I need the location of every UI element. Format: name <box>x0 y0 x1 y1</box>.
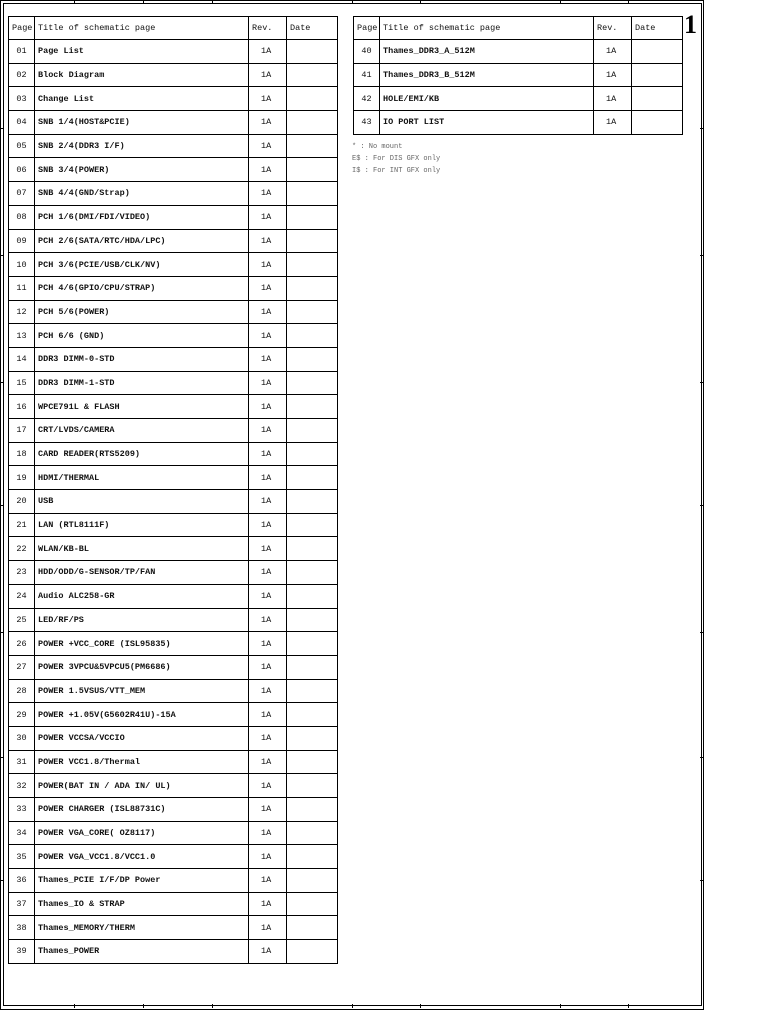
page-number-cell: 16 <box>9 395 35 419</box>
date-cell <box>632 111 683 135</box>
table-row <box>9 324 338 348</box>
date-cell <box>287 490 338 514</box>
table-row <box>9 608 338 632</box>
header-page: Page <box>354 17 380 40</box>
page-title-cell: Thames_POWER <box>35 940 249 964</box>
revision-cell: 1A <box>249 632 287 656</box>
revision-cell: 1A <box>249 798 287 822</box>
page-number-cell: 04 <box>9 111 35 135</box>
table-row <box>9 253 338 277</box>
schematic-page-index-left <box>8 16 338 964</box>
date-cell <box>287 111 338 135</box>
notes <box>352 141 440 177</box>
page-title-cell: Page List <box>35 40 249 64</box>
border-tick <box>352 0 353 4</box>
date-cell <box>287 134 338 158</box>
revision-cell: 1A <box>249 726 287 750</box>
revision-cell: 1A <box>249 253 287 277</box>
page-number-cell: 21 <box>9 513 35 537</box>
schematic-page-index-right <box>353 16 683 135</box>
border-tick <box>212 1004 213 1008</box>
border-tick <box>700 632 704 633</box>
table-row <box>9 892 338 916</box>
page-title-cell: POWER VCCSA/VCCIO <box>35 726 249 750</box>
revision-cell: 1A <box>249 229 287 253</box>
table-row <box>9 300 338 324</box>
page-number-cell: 26 <box>9 632 35 656</box>
date-cell <box>632 87 683 111</box>
page-title-cell: POWER CHARGER (ISL88731C) <box>35 798 249 822</box>
table-row <box>9 134 338 158</box>
border-tick <box>143 0 144 4</box>
revision-cell: 1A <box>249 324 287 348</box>
revision-cell: 1A <box>249 300 287 324</box>
date-cell <box>287 419 338 443</box>
border-tick <box>143 1004 144 1008</box>
date-cell <box>287 40 338 64</box>
page-title-cell: DDR3 DIMM-1-STD <box>35 371 249 395</box>
date-cell <box>287 655 338 679</box>
date-cell <box>287 371 338 395</box>
table-row <box>9 466 338 490</box>
page-title-cell: Thames_PCIE I/F/DP Power <box>35 869 249 893</box>
date-cell <box>287 205 338 229</box>
date-cell <box>287 750 338 774</box>
table-row <box>354 87 683 111</box>
page-number-cell: 19 <box>9 466 35 490</box>
header-title: Title of schematic page <box>35 17 249 40</box>
border-tick <box>628 0 629 4</box>
table-row <box>9 703 338 727</box>
page-title-cell: PCH 4/6(GPIO/CPU/STRAP) <box>35 276 249 300</box>
page-number-cell: 17 <box>9 419 35 443</box>
border-tick <box>560 1004 561 1008</box>
page-number-cell: 38 <box>9 916 35 940</box>
revision-cell: 1A <box>249 584 287 608</box>
revision-cell: 1A <box>249 490 287 514</box>
page-number-cell: 12 <box>9 300 35 324</box>
revision-cell: 1A <box>249 419 287 443</box>
table-row <box>9 537 338 561</box>
table-row <box>9 561 338 585</box>
revision-cell: 1A <box>249 371 287 395</box>
page-number-cell: 05 <box>9 134 35 158</box>
page-number-cell: 08 <box>9 205 35 229</box>
revision-cell: 1A <box>249 655 287 679</box>
border-tick <box>74 0 75 4</box>
page-title-cell: CARD READER(RTS5209) <box>35 442 249 466</box>
revision-cell: 1A <box>249 40 287 64</box>
page-title-cell: SNB 2/4(DDR3 I/F) <box>35 134 249 158</box>
border-tick <box>700 505 704 506</box>
date-cell <box>287 869 338 893</box>
border-tick <box>0 505 4 506</box>
date-cell <box>287 821 338 845</box>
note-int-gfx: I$ : For INT GFX only <box>352 167 441 175</box>
page-number-cell: 10 <box>9 253 35 277</box>
page-number-cell: 24 <box>9 584 35 608</box>
border-tick <box>700 757 704 758</box>
revision-cell: 1A <box>249 608 287 632</box>
border-tick <box>700 382 704 383</box>
revision-cell: 1A <box>249 845 287 869</box>
revision-cell: 1A <box>249 703 287 727</box>
table-row <box>9 40 338 64</box>
page-number-cell: 41 <box>354 63 380 87</box>
page-number-cell: 39 <box>9 940 35 964</box>
page-title-cell: PCH 2/6(SATA/RTC/HDA/LPC) <box>35 229 249 253</box>
page-number-cell: 31 <box>9 750 35 774</box>
border-tick <box>0 757 4 758</box>
table-row <box>9 490 338 514</box>
date-cell <box>287 892 338 916</box>
page-title-cell: IO PORT LIST <box>380 111 594 135</box>
page-title-cell: POWER VGA_CORE( OZ8117) <box>35 821 249 845</box>
page-title-cell: PCH 5/6(POWER) <box>35 300 249 324</box>
page-number-cell: 20 <box>9 490 35 514</box>
page-number-cell: 18 <box>9 442 35 466</box>
revision-cell: 1A <box>249 561 287 585</box>
revision-cell: 1A <box>249 442 287 466</box>
date-cell <box>287 466 338 490</box>
revision-cell: 1A <box>594 63 632 87</box>
border-tick <box>700 128 704 129</box>
date-cell <box>287 87 338 111</box>
header-date: Date <box>632 17 683 40</box>
page-title-cell: PCH 1/6(DMI/FDI/VIDEO) <box>35 205 249 229</box>
date-cell <box>287 513 338 537</box>
table-row <box>9 584 338 608</box>
date-cell <box>287 726 338 750</box>
table-row <box>9 679 338 703</box>
table-row <box>9 205 338 229</box>
page-title-cell: POWER 1.5VSUS/VTT_MEM <box>35 679 249 703</box>
border-tick <box>212 0 213 4</box>
revision-cell: 1A <box>249 134 287 158</box>
page-title-cell: PCH 6/6 (GND) <box>35 324 249 348</box>
date-cell <box>287 940 338 964</box>
page-title-cell: POWER VGA_VCC1.8/VCC1.0 <box>35 845 249 869</box>
page-number-cell: 06 <box>9 158 35 182</box>
revision-cell: 1A <box>249 916 287 940</box>
table-row <box>9 182 338 206</box>
date-cell <box>287 679 338 703</box>
left-table-body <box>9 40 338 964</box>
page-title-cell: Thames_IO & STRAP <box>35 892 249 916</box>
table-row <box>354 63 683 87</box>
page-number-cell: 29 <box>9 703 35 727</box>
table-row <box>9 798 338 822</box>
date-cell <box>287 182 338 206</box>
table-row <box>9 87 338 111</box>
revision-cell: 1A <box>594 40 632 64</box>
revision-cell: 1A <box>249 774 287 798</box>
border-tick <box>74 1004 75 1008</box>
date-cell <box>287 229 338 253</box>
revision-cell: 1A <box>249 63 287 87</box>
page-title-cell: WPCE791L & FLASH <box>35 395 249 419</box>
page-number-cell: 01 <box>9 40 35 64</box>
table-header-row <box>9 17 338 40</box>
page-number-cell: 02 <box>9 63 35 87</box>
border-tick <box>0 128 4 129</box>
border-tick <box>352 1004 353 1008</box>
page-number-cell: 03 <box>9 87 35 111</box>
date-cell <box>287 300 338 324</box>
page-number-cell: 13 <box>9 324 35 348</box>
revision-cell: 1A <box>249 87 287 111</box>
table-row <box>9 229 338 253</box>
table-row <box>9 940 338 964</box>
date-cell <box>287 537 338 561</box>
page-title-cell: HDD/ODD/G-SENSOR/TP/FAN <box>35 561 249 585</box>
page-title-cell: Change List <box>35 87 249 111</box>
page-number-cell: 23 <box>9 561 35 585</box>
page-title-cell: PCH 3/6(PCIE/USB/CLK/NV) <box>35 253 249 277</box>
border-tick <box>0 880 4 881</box>
border-tick <box>0 632 4 633</box>
page-title-cell: Thames_DDR3_B_512M <box>380 63 594 87</box>
table-row <box>9 111 338 135</box>
table-row <box>9 869 338 893</box>
border-tick <box>0 382 4 383</box>
revision-cell: 1A <box>249 347 287 371</box>
page-number-cell: 42 <box>354 87 380 111</box>
page-title-cell: LAN (RTL8111F) <box>35 513 249 537</box>
date-cell <box>632 40 683 64</box>
table-row <box>9 513 338 537</box>
date-cell <box>287 845 338 869</box>
page-number-cell: 37 <box>9 892 35 916</box>
page-title-cell: Audio ALC258-GR <box>35 584 249 608</box>
header-rev: Rev. <box>594 17 632 40</box>
revision-cell: 1A <box>249 182 287 206</box>
page-title-cell: HOLE/EMI/KB <box>380 87 594 111</box>
revision-cell: 1A <box>594 111 632 135</box>
page-title-cell: Block Diagram <box>35 63 249 87</box>
table-header-row <box>354 17 683 40</box>
revision-cell: 1A <box>249 513 287 537</box>
date-cell <box>287 442 338 466</box>
table-row <box>9 395 338 419</box>
page-title-cell: POWER(BAT IN / ADA IN/ UL) <box>35 774 249 798</box>
table-row <box>9 750 338 774</box>
page-number-cell: 14 <box>9 347 35 371</box>
table-row <box>9 276 338 300</box>
date-cell <box>287 584 338 608</box>
revision-cell: 1A <box>249 205 287 229</box>
revision-cell: 1A <box>249 158 287 182</box>
table-row <box>9 158 338 182</box>
page-number-cell: 09 <box>9 229 35 253</box>
border-tick <box>700 880 704 881</box>
border-tick <box>420 0 421 4</box>
page-title-cell: LED/RF/PS <box>35 608 249 632</box>
page-number-cell: 27 <box>9 655 35 679</box>
date-cell <box>287 253 338 277</box>
page-title-cell: POWER 3VPCU&5VPCU5(PM6686) <box>35 655 249 679</box>
page-title-cell: POWER +1.05V(G5602R41U)-15A <box>35 703 249 727</box>
page-number-cell: 35 <box>9 845 35 869</box>
page-number-cell: 22 <box>9 537 35 561</box>
page-number-cell: 11 <box>9 276 35 300</box>
date-cell <box>287 158 338 182</box>
table-row <box>354 111 683 135</box>
page-number-cell: 07 <box>9 182 35 206</box>
table-row <box>9 347 338 371</box>
table-row <box>9 821 338 845</box>
note-dis-gfx: E$ : For DIS GFX only <box>352 155 441 163</box>
date-cell <box>287 347 338 371</box>
page-number-cell: 33 <box>9 798 35 822</box>
date-cell <box>287 324 338 348</box>
date-cell <box>287 63 338 87</box>
date-cell <box>287 703 338 727</box>
border-tick <box>560 0 561 4</box>
table-row <box>9 845 338 869</box>
page-number-cell: 36 <box>9 869 35 893</box>
revision-cell: 1A <box>249 892 287 916</box>
revision-cell: 1A <box>594 87 632 111</box>
header-title: Title of schematic page <box>380 17 594 40</box>
revision-cell: 1A <box>249 869 287 893</box>
date-cell <box>287 561 338 585</box>
date-cell <box>287 916 338 940</box>
right-table-body <box>354 40 683 135</box>
page-title-cell: WLAN/KB-BL <box>35 537 249 561</box>
revision-cell: 1A <box>249 940 287 964</box>
page-title-cell: SNB 3/4(POWER) <box>35 158 249 182</box>
date-cell <box>287 798 338 822</box>
table-row <box>9 655 338 679</box>
page-number-cell: 40 <box>354 40 380 64</box>
revision-cell: 1A <box>249 821 287 845</box>
page-number-cell: 28 <box>9 679 35 703</box>
table-row <box>9 371 338 395</box>
header-rev: Rev. <box>249 17 287 40</box>
sheet-number: 1 <box>684 10 697 39</box>
table-row <box>9 442 338 466</box>
border-tick <box>0 255 4 256</box>
table-row <box>9 774 338 798</box>
border-tick <box>420 1004 421 1008</box>
page-number-cell: 25 <box>9 608 35 632</box>
page-number-cell: 15 <box>9 371 35 395</box>
border-tick <box>628 1004 629 1008</box>
date-cell <box>287 632 338 656</box>
page-title-cell: Thames_MEMORY/THERM <box>35 916 249 940</box>
page-number-cell: 32 <box>9 774 35 798</box>
page-title-cell: HDMI/THERMAL <box>35 466 249 490</box>
note-no-mount: * : No mount <box>352 143 403 151</box>
revision-cell: 1A <box>249 111 287 135</box>
table-row <box>9 916 338 940</box>
table-row <box>9 726 338 750</box>
page-number-cell: 30 <box>9 726 35 750</box>
date-cell <box>287 608 338 632</box>
date-cell <box>287 395 338 419</box>
table-row <box>9 419 338 443</box>
page-number-cell: 43 <box>354 111 380 135</box>
table-row <box>354 40 683 64</box>
date-cell <box>287 774 338 798</box>
border-tick <box>700 255 704 256</box>
header-page: Page <box>9 17 35 40</box>
header-date: Date <box>287 17 338 40</box>
revision-cell: 1A <box>249 276 287 300</box>
revision-cell: 1A <box>249 537 287 561</box>
page-title-cell: POWER VCC1.8/Thermal <box>35 750 249 774</box>
date-cell <box>632 63 683 87</box>
page-title-cell: POWER +VCC_CORE (ISL95835) <box>35 632 249 656</box>
page-title-cell: USB <box>35 490 249 514</box>
table-row <box>9 632 338 656</box>
page-title-cell: SNB 4/4(GND/Strap) <box>35 182 249 206</box>
revision-cell: 1A <box>249 395 287 419</box>
date-cell <box>287 276 338 300</box>
page-title-cell: DDR3 DIMM-0-STD <box>35 347 249 371</box>
revision-cell: 1A <box>249 466 287 490</box>
page-title-cell: SNB 1/4(HOST&PCIE) <box>35 111 249 135</box>
revision-cell: 1A <box>249 750 287 774</box>
revision-cell: 1A <box>249 679 287 703</box>
page-title-cell: CRT/LVDS/CAMERA <box>35 419 249 443</box>
page-number-cell: 34 <box>9 821 35 845</box>
table-row <box>9 63 338 87</box>
page-title-cell: Thames_DDR3_A_512M <box>380 40 594 64</box>
